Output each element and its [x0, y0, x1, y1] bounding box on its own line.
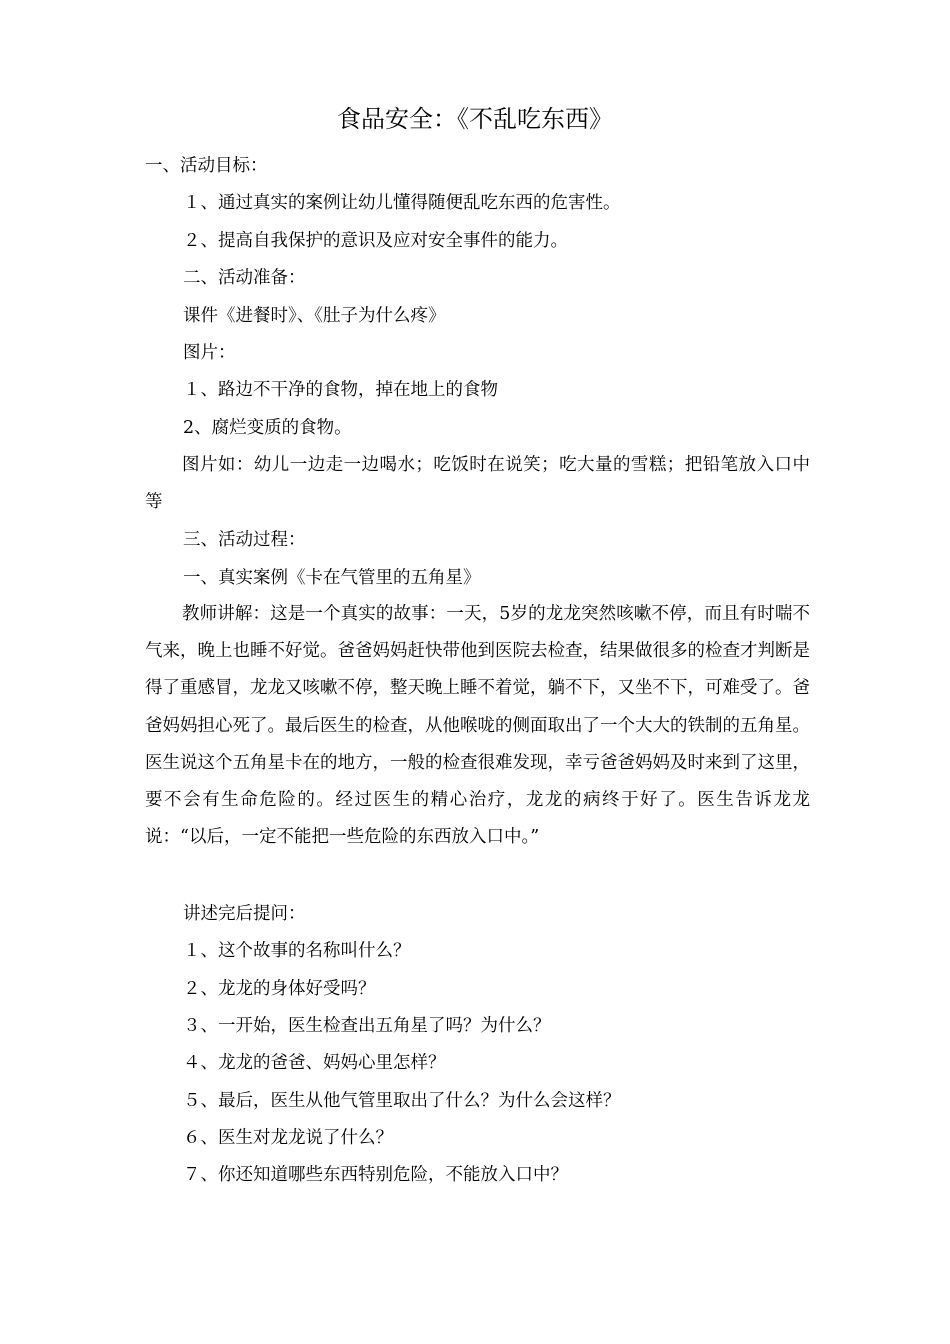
objective-item: ２、提高自我保护的意识及应对安全事件的能力。	[183, 231, 568, 251]
questions-heading: 讲述完后提问：	[183, 904, 306, 924]
section-heading-process: 三、活动过程：	[183, 530, 306, 550]
section-heading-preparation: 二、活动准备：	[183, 268, 306, 288]
question-item: ７、你还知道哪些东西特别危险，不能放入口中？	[183, 1165, 568, 1185]
question-item: ３、一开始，医生检查出五角星了吗？为什么？	[183, 1016, 551, 1036]
story-paragraph: 教师讲解：这是一个真实的故事：一天，5岁的龙龙突然咳嗽不停，而且有时喘不气来，晚上也睡不好觉。爸爸妈妈赶快带他到医院去检查，结果做很多的检查才判断是得了重感冒，龙龙又咳嗽不停，整天晚上睡不着觉，躺不下，又坐不下，可难受了。爸爸妈妈担心死了。最后医生的检查，从他喉咙的侧面取出了一个大大的铁制的五角星。医生说这个五角星卡在的地方，一般的检查很难发现，幸亏爸爸妈妈及时来到了这里，要不会有生命危险的。经过医生的精心治疗，龙龙的病终于好了。医生告诉龙龙说：“以后，一定不能把一些危险的东西放入口中。”	[145, 604, 810, 848]
document-title: 食品安全：《不乱吃东西》	[337, 105, 613, 133]
objective-item: １、通过真实的案例让幼儿懂得随便乱吃东西的危害性。	[183, 193, 621, 213]
preparation-courseware: 课件《进餐时》、《肚子为什么疼》	[183, 306, 446, 326]
case-heading: 一、真实案例《卡在气管里的五角星》	[183, 568, 481, 588]
question-item: １、这个故事的名称叫什么？	[183, 941, 411, 961]
question-item: ６、医生对龙龙说了什么？	[183, 1128, 393, 1148]
preparation-pictures-label: 图片：	[183, 343, 236, 363]
section-heading-objectives: 一、活动目标：	[145, 156, 268, 176]
question-item: ５、最后，医生从他气管里取出了什么？为什么会这样？	[183, 1091, 621, 1111]
picture-item: １、路边不干净的食物，掉在地上的食物	[183, 380, 498, 400]
picture-item: 2、腐烂变质的食物。	[183, 418, 352, 438]
pictures-examples-paragraph: 图片如：幼儿一边走一边喝水；吃饭时在说笑；吃大量的雪糕；把铅笔放入口中等	[145, 455, 810, 513]
question-item: ４、龙龙的爸爸、妈妈心里怎样？	[183, 1053, 446, 1073]
question-item: ２、龙龙的身体好受吗？	[183, 979, 376, 999]
